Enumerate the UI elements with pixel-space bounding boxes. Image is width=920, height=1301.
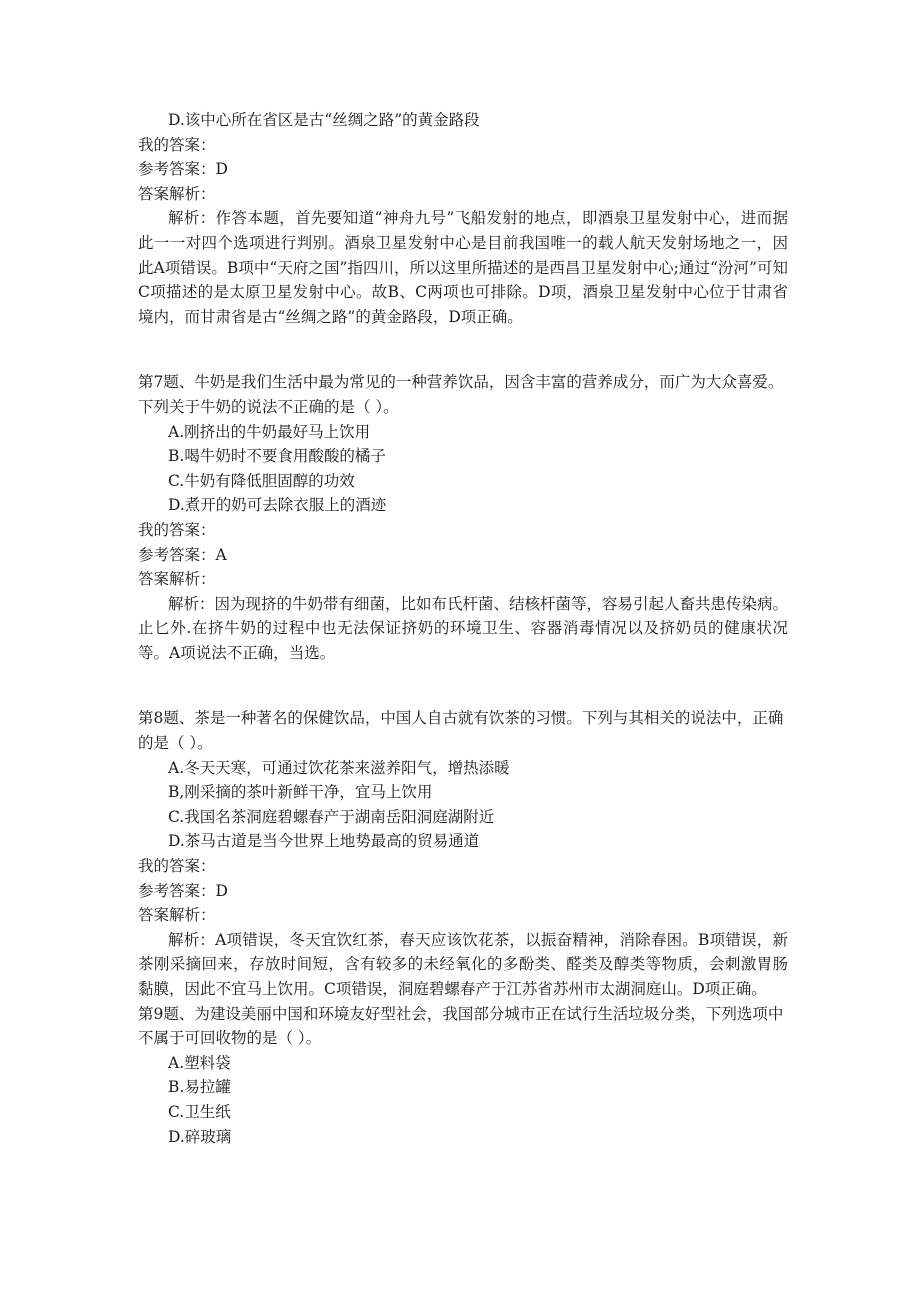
option-d: D.煮开的奶可去除衣服上的酒迹	[168, 496, 387, 515]
analysis-label: 答案解析：	[138, 184, 216, 203]
reference-answer: 参考答案：D	[138, 160, 228, 179]
spacer	[138, 329, 788, 370]
reference-answer: 参考答案：A	[138, 545, 227, 564]
option-d: D.碎玻璃	[168, 1127, 232, 1146]
analysis-label: 答案解析：	[138, 906, 216, 925]
analysis-label: 答案解析：	[138, 570, 216, 589]
question-7	[138, 370, 788, 665]
option-b: B.易拉罐	[168, 1078, 231, 1097]
my-answer-label: 我的答案：	[138, 857, 216, 876]
option-a: A.冬天天寒，可通过饮花茶来滋养阳气，增热添暖	[168, 758, 510, 777]
option-a: A.塑料袋	[168, 1053, 231, 1072]
option-d: D.茶马古道是当今世界上地势最高的贸易通道	[168, 832, 480, 851]
option-b: B.喝牛奶时不要食用酸酸的橘子	[168, 447, 386, 466]
analysis-text: 解析：作答本题，首先要知道“神舟九号”飞船发射的地点，即酒泉卫星发射中心，进而据此一一对四个选项进行判别。酒泉卫星发射中心是目前我国唯一的载人航天发射场地之一，因此A项错误。B项中“天府之国”指四川，所以这里所描述的是西昌卫星发射中心;通过“汾河”可知C项描述的是太原卫星发射中心。故B、C两项也可排除。D项，酒泉卫星发射中心位于甘肃省境内，而甘肃省是古“丝绸之路”的黄金路段，D项正确。	[138, 209, 788, 326]
option-d: D.该中心所在省区是古“丝绸之路”的黄金路段	[168, 111, 480, 129]
option-c: C.我国名茶洞庭碧螺春产于湖南岳阳洞庭湖附近	[168, 807, 495, 826]
question-stem: 第7题、牛奶是我们生活中最为常见的一种营养饮品，因含丰富的营养成分，而广为大众喜爱。下列关于牛奶的说法不正确的是（ ）。	[138, 373, 784, 416]
my-answer-label: 我的答案：	[138, 135, 216, 154]
analysis-text: 解析：A项错误，冬天宜饮红茶，春天应该饮花茶，以振奋精神，消除春困。B项错误，新茶刚采摘回来，存放时间短，含有较多的未经氧化的多酚类、醛类及醇类等物质，会刺激胃肠黏膜，因此不宜马上饮用。C项错误，洞庭碧螺春产于江苏省苏州市太湖洞庭山。D项正确。	[138, 930, 788, 998]
option-b: B,刚采摘的茶叶新鲜干净，宜马上饮用	[168, 783, 433, 802]
analysis-text: 解析：因为现挤的牛奶带有细菌，比如布氏杆菌、结核杆菌等，容易引起人畜共患传染病。止匕外.在挤牛奶的过程中也无法保证挤奶的环境卫生、容器消毒情况以及挤奶员的健康状况等。A项说法不正确，当选。	[138, 594, 789, 662]
question-6-tail	[138, 108, 788, 329]
question-stem: 第8题、茶是一种著名的保健饮品，中国人自古就有饮茶的习惯。下列与其相关的说法中，正确的是（ ）。	[138, 709, 784, 753]
option-c: C.卫生纸	[168, 1102, 231, 1121]
question-8	[138, 706, 788, 1001]
reference-answer: 参考答案：D	[138, 881, 228, 900]
question-9	[138, 1002, 788, 1150]
document-page	[138, 108, 788, 1149]
option-a: A.刚挤出的牛奶最好马上饮用	[168, 422, 371, 441]
my-answer-label: 我的答案：	[138, 520, 216, 539]
option-c: C.牛奶有降低胆固醇的功效	[168, 471, 355, 490]
spacer	[138, 665, 788, 706]
question-stem: 第9题、为建设美丽中国和环境友好型社会，我国部分城市正在试行生活垃圾分类，下列选项中不属于可回收物的是（ ）。	[138, 1004, 784, 1048]
